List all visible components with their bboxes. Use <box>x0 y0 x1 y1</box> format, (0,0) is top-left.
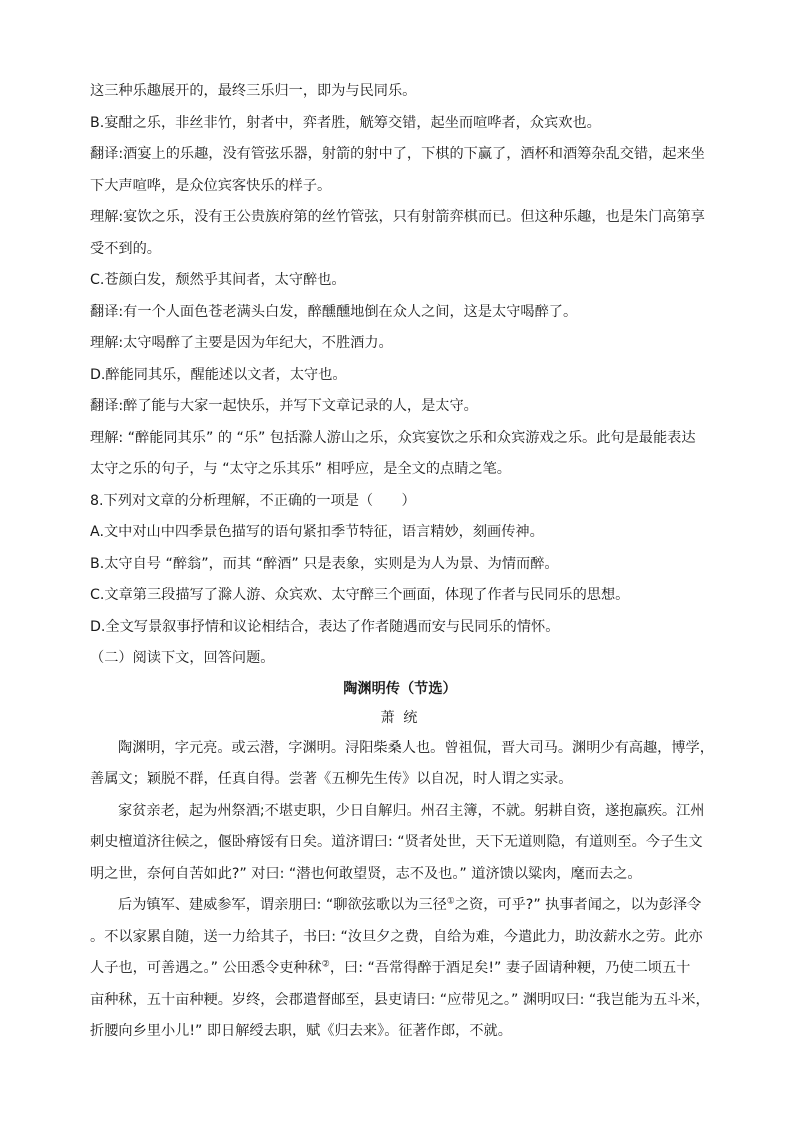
article-title: 陶渊明传（节选） <box>343 680 457 697</box>
article-line <box>90 953 710 985</box>
choice-a: A.文中对山中四季景色描写的语句紧扣季节特征，语言精妙，刻画传神。 <box>90 524 544 540</box>
article-line-part: 后为镇军、建威参军，谓亲朋曰: “聊欲弦歌以为三径 <box>118 897 447 913</box>
article-line: 。不以家累自随，送一力给其子，书曰: “汝旦夕之费，自给为难，今遣此力，助汝薪水之劳。此亦 <box>90 928 703 945</box>
choice-b: B.太守自号 “醉翁”，而其 “醉酒” 只是表象，实则是为人为景、为情而醉。 <box>90 555 559 572</box>
question-8: 8.下列对文章的分析理解，不正确的一项是（ ） <box>90 492 416 509</box>
article-line: 家贫亲老，起为州祭酒;不堪吏职，少日自解归。州召主簿，不就。躬耕自资，遂抱羸疾。江州 <box>118 802 705 819</box>
translation-line: 翻译:醉了能与大家一起快乐，并写下文章记录的人，是太守。 <box>90 398 478 414</box>
understanding-line: 受不到的。 <box>90 240 161 257</box>
article-line-part: 之资，可乎?” 执事者闻之，以为彭泽令 <box>454 897 702 913</box>
article-line: 善属文；颖脱不群，任真自得。尝著《五柳先生传》以自况，时人谓之实录。 <box>90 771 573 787</box>
translation-line: 下大声喧哗，是众位宾客快乐的样子。 <box>90 177 332 194</box>
understanding-line: 理解: “醉能同其乐” 的 “乐” 包括滁人游山之乐，众宾宴饮之乐和众宾游戏之乐。此句是最能表达 <box>90 429 696 446</box>
article-line: 刺史檀道济往候之，偃卧瘠馁有日矣。道济谓曰: “贤者处世，天下无道则隐，有道则至。今子生文 <box>90 834 703 850</box>
article-line: 折腰向乡里小儿!” 即日解绶去职，赋《归去来》。征著作郎，不就。 <box>90 1023 512 1039</box>
article-line: 明之世，奈何自苦如此?” 对曰: “潜也何敢望贤，志不及也。” 道济馈以粱肉，麾而去之。 <box>90 865 642 882</box>
option-b: B.宴酣之乐，非丝非竹，射者中，弈者胜，觥筹交错，起坐而喧哗者，众宾欢也。 <box>90 114 601 131</box>
choice-c: C.文章第三段描写了滁人游、众宾欢、太守醉三个画面，体现了作者与民同乐的思想。 <box>90 587 630 603</box>
article-line <box>90 890 710 922</box>
option-c: C.苍颜白发，颓然乎其间者，太守醉也。 <box>90 272 346 288</box>
footnote-marker: ② <box>321 959 330 970</box>
footnote-marker: ① <box>446 896 455 907</box>
option-d: D.醉能同其乐，醒能述以文者，太守也。 <box>90 366 347 383</box>
article-author: 萧 统 <box>380 709 420 726</box>
article-line-part: ，曰: “吾常得醉于酒足矣!” 妻子固请种粳，乃使二顷五十 <box>329 960 691 976</box>
understanding-line: 太守之乐的句子，与 “太守之乐其乐” 相呼应，是全文的点睛之笔。 <box>90 461 511 477</box>
article-line: 亩种秫，五十亩种粳。岁终，会郡遣督邮至，县吏请曰: “应带见之。” 渊明叹曰: “我岂能为五斗米， <box>90 991 710 1008</box>
article-line: 陶渊明，字元亮。或云潜，字渊明。浔阳柴桑人也。曾祖侃，晋大司马。渊明少有高趣，博学， <box>118 739 714 756</box>
text-line: 这三种乐趣展开的，最终三乐归一，即为与民同乐。 <box>90 83 417 99</box>
section-heading: （二）阅读下文，回答问题。 <box>90 650 275 666</box>
translation-line: 翻译:酒宴上的乐趣，没有管弦乐器，射箭的射中了，下棋的下赢了，酒杯和酒筹杂乱交错，起来坐 <box>90 146 705 162</box>
understanding-line: 理解:宴饮之乐，没有王公贵族府第的丝竹管弦，只有射箭弈棋而已。但这种乐趣，也是朱门高第享 <box>90 209 705 225</box>
article-line-part: 人子也，可善遇之。” 公田悉令吏种秫 <box>90 960 322 976</box>
document-page <box>90 76 714 1048</box>
translation-line: 翻译:有一个人面色苍老满头白发，醉醺醺地倒在众人之间，这是太守喝醉了。 <box>90 303 578 320</box>
understanding-line: 理解:太守喝醉了主要是因为年纪大，不胜酒力。 <box>90 335 393 351</box>
choice-d: D.全文写景叙事抒情和议论相结合，表达了作者随遇而安与民同乐的情怀。 <box>90 618 560 635</box>
